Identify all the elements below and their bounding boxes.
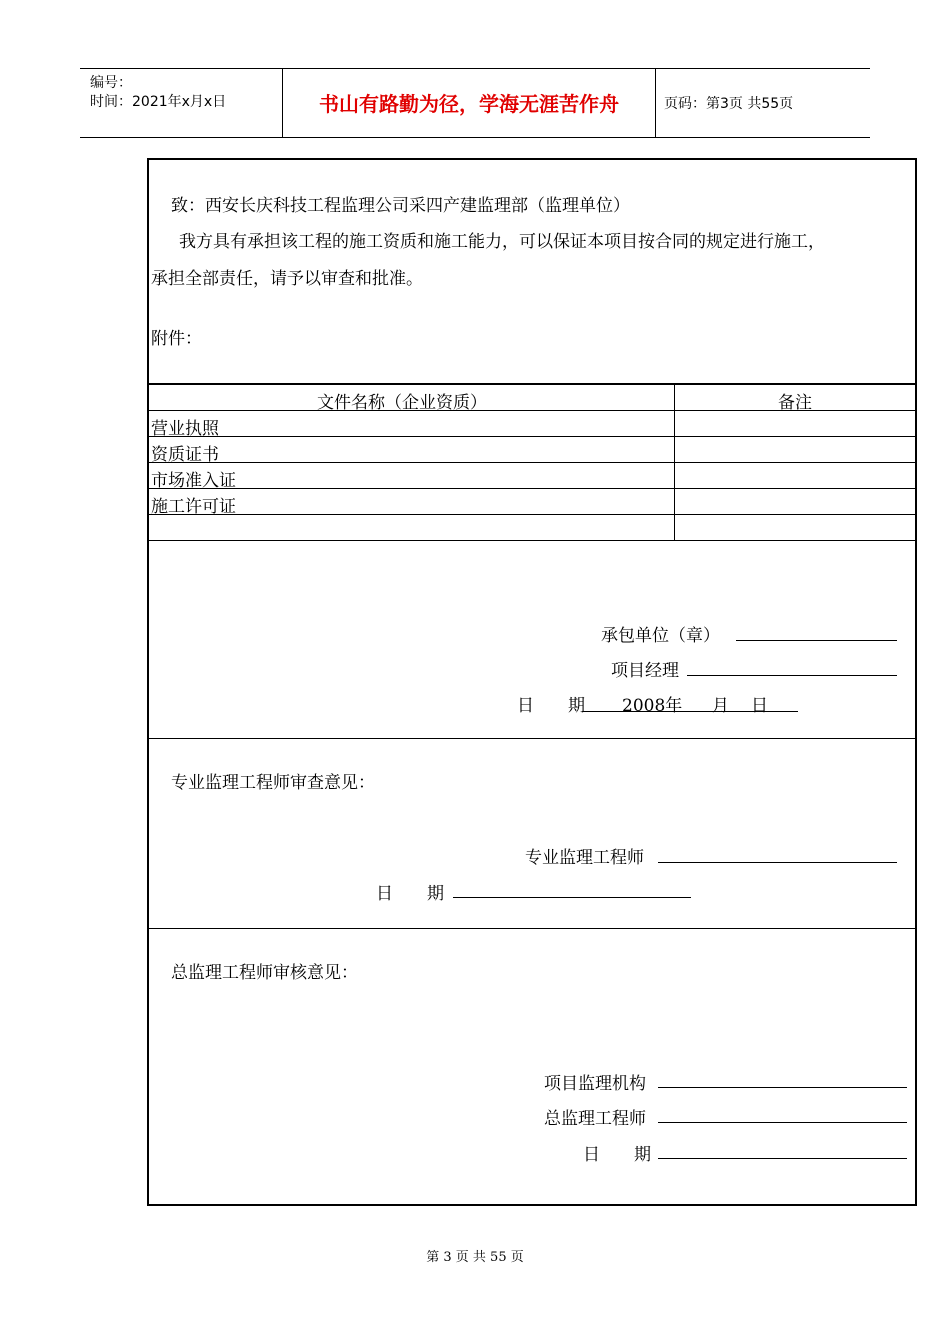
letter-body-line1: 我方具有承担该工程的施工资质和施工能力，可以保证本项目按合同的规定进行施工，: [179, 232, 825, 252]
table-row-qualification-certificate: 资质证书: [151, 445, 219, 465]
motto: 书山有路勤为径，学海无涯苦作舟: [282, 69, 656, 137]
table-row-construction-permit: 施工许可证: [151, 497, 236, 517]
header-meta-cell: [80, 69, 282, 137]
contractor-date-line[interactable]: [583, 711, 798, 712]
specialist-engineer-line[interactable]: [658, 862, 897, 863]
supervision-institution-label: 项目监理机构: [544, 1074, 646, 1094]
time-label: 时间：2021年x月x日: [90, 94, 227, 110]
contractor-date-year: 2008年: [622, 696, 683, 716]
page-footer: 第 3 页 共 55 页: [426, 1250, 524, 1265]
contractor-unit-line[interactable]: [736, 640, 897, 641]
supervision-institution-line[interactable]: [658, 1087, 907, 1088]
specialist-review-title: 专业监理工程师审查意见：: [171, 773, 375, 793]
chief-engineer-line[interactable]: [658, 1122, 907, 1123]
application-form: [147, 158, 917, 1206]
page-label: 页码：第3页 共55页: [664, 96, 794, 112]
specialist-date-label: 日 期: [376, 884, 444, 904]
table-header-filename: 文件名称（企业资质）: [317, 393, 487, 413]
document-header: [80, 68, 870, 138]
chief-date-line[interactable]: [658, 1158, 907, 1159]
table-row-market-access: 市场准入证: [151, 471, 236, 491]
contractor-date-month: 月: [712, 696, 729, 716]
contractor-date-label: 日 期: [517, 696, 585, 716]
addressee: 致：西安长庆科技工程监理公司采四产建监理部（监理单位）: [171, 196, 630, 216]
chief-review-title: 总监理工程师审核意见：: [171, 963, 358, 983]
specialist-engineer-label: 专业监理工程师: [525, 848, 644, 868]
chief-date-label: 日 期: [583, 1145, 651, 1165]
project-manager-line[interactable]: [687, 675, 897, 676]
attachment-label: 附件：: [151, 329, 202, 349]
specialist-date-line[interactable]: [453, 897, 691, 898]
letter-body-line2: 承担全部责任，请予以审查和批准。: [151, 269, 423, 289]
chief-engineer-label: 总监理工程师: [544, 1109, 646, 1129]
serial-label: 编号：: [90, 75, 132, 91]
contractor-date-day: 日: [751, 696, 768, 716]
contractor-unit-label: 承包单位（章）: [601, 626, 720, 646]
table-row-business-license: 营业执照: [151, 419, 219, 439]
table-header-remarks: 备注: [778, 393, 812, 413]
project-manager-label: 项目经理: [611, 661, 679, 681]
